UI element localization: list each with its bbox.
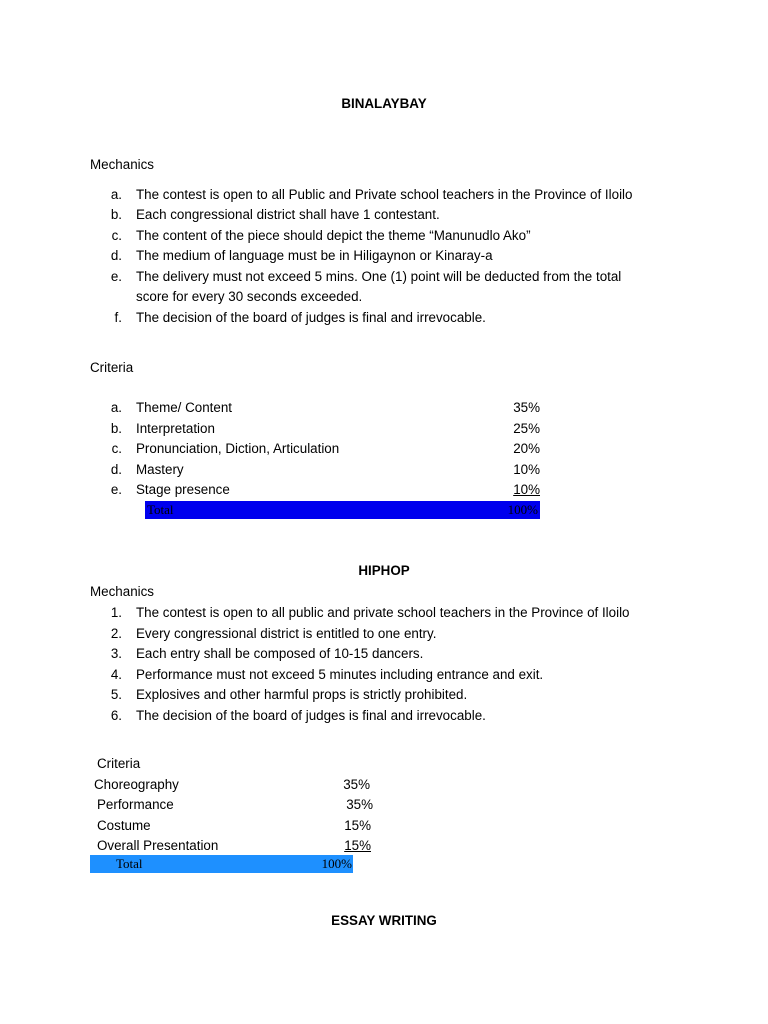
list-marker: b.: [110, 421, 122, 436]
list-marker: e.: [110, 482, 122, 497]
criteria-percent: 10%: [513, 482, 540, 497]
hiphop-title: HIPHOP: [358, 563, 410, 578]
list-marker: c.: [111, 228, 122, 243]
total-label: Total: [147, 502, 174, 517]
criteria-label: Theme/ Content: [136, 400, 233, 415]
list-text: The decision of the board of judges is final and irrevocable.: [136, 708, 486, 723]
list-text: The medium of language must be in Hiligaynon or Kinaray-a: [136, 248, 493, 263]
binalaybay-total-bar: [145, 501, 540, 519]
criteria-percent: 15%: [344, 838, 371, 853]
list-text: Every congressional district is entitled to one entry.: [136, 626, 437, 641]
hiphop-total-bar: [90, 855, 353, 873]
list-marker: 4.: [110, 667, 122, 682]
list-text: The contest is open to all Public and Private school teachers in the Province of Iloilo: [136, 187, 633, 202]
criteria-label: Overall Presentation: [97, 838, 219, 853]
list-marker: 5.: [110, 687, 122, 702]
list-text: The delivery must not exceed 5 mins. One (1) point will be deducted from the total: [136, 269, 622, 284]
list-marker: 3.: [110, 646, 122, 661]
list-text: Explosives and other harmful props is strictly prohibited.: [136, 687, 468, 702]
list-text: The decision of the board of judges is final and irrevocable.: [136, 310, 486, 325]
criteria-percent: 25%: [513, 421, 540, 436]
list-text: Each entry shall be composed of 10-15 dancers.: [136, 646, 424, 661]
criteria-label: Interpretation: [136, 421, 215, 436]
list-text: Each congressional district shall have 1 contestant.: [136, 207, 440, 222]
total-label: Total: [116, 856, 143, 871]
criteria-label: Pronunciation, Diction, Articulation: [136, 441, 340, 456]
criteria-percent: 35%: [346, 797, 373, 812]
criteria-percent: 15%: [344, 818, 371, 833]
essay-writing-title: ESSAY WRITING: [331, 913, 437, 928]
list-marker: a.: [110, 187, 122, 202]
binalaybay-mechanics-heading: Mechanics: [90, 157, 155, 172]
criteria-percent: 35%: [343, 777, 370, 792]
list-marker: c.: [111, 441, 122, 456]
list-marker: d.: [110, 462, 122, 477]
list-marker: b.: [110, 207, 122, 222]
criteria-label: Stage presence: [136, 482, 230, 497]
list-marker: 1.: [110, 605, 122, 620]
criteria-percent: 10%: [513, 462, 540, 477]
hiphop-criteria-heading: Criteria: [97, 756, 141, 771]
criteria-label: Choreography: [94, 777, 179, 792]
list-text: The content of the piece should depict the theme “Manunudlo Ako”: [136, 228, 531, 243]
list-marker: d.: [110, 248, 122, 263]
list-text: Performance must not exceed 5 minutes including entrance and exit.: [136, 667, 544, 682]
hiphop-mechanics-heading: Mechanics: [90, 584, 155, 599]
list-text: The contest is open to all public and private school teachers in the Province of Iloilo: [136, 605, 630, 620]
total-percent: 100%: [507, 502, 538, 517]
binalaybay-criteria-heading: Criteria: [90, 360, 134, 375]
list-marker: 2.: [110, 626, 122, 641]
criteria-label: Performance: [97, 797, 174, 812]
criteria-percent: 35%: [513, 400, 540, 415]
criteria-label: Mastery: [136, 462, 184, 477]
total-percent: 100%: [321, 856, 352, 871]
list-marker: e.: [110, 269, 122, 284]
list-marker: f.: [114, 310, 122, 325]
binalaybay-title: BINALAYBAY: [341, 96, 427, 111]
criteria-percent: 20%: [513, 441, 540, 456]
list-marker: a.: [110, 400, 122, 415]
list-text: score for every 30 seconds exceeded.: [136, 289, 363, 304]
list-marker: 6.: [110, 708, 122, 723]
criteria-label: Costume: [97, 818, 151, 833]
